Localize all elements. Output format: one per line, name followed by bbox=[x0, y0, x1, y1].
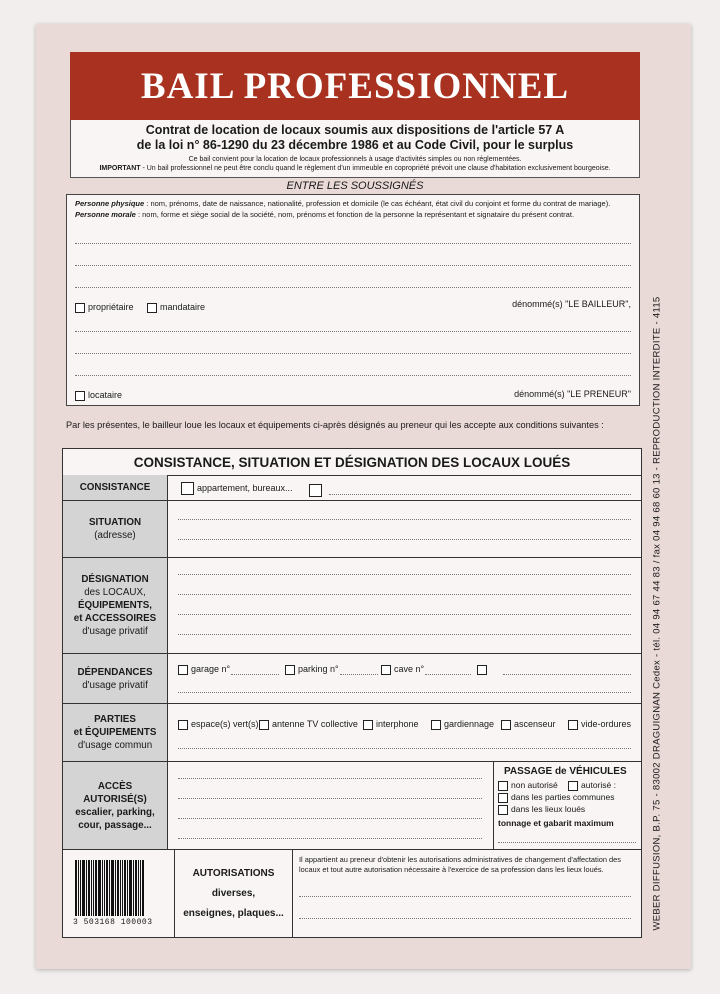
personne-morale-line bbox=[75, 210, 630, 220]
preneur-label: dénommé(s) "LE PRENEUR" bbox=[514, 389, 631, 399]
consistance-other-line[interactable] bbox=[329, 494, 631, 495]
physique-text: : nom, prénoms, date de naissance, nationalité, profession et domicile (le cas échéant, état civil du conjoint et forme du contrat de mariage). bbox=[144, 199, 611, 208]
locataire-label: locataire bbox=[88, 390, 123, 400]
acces-line-3[interactable] bbox=[178, 818, 482, 819]
cave-label: cave n° bbox=[394, 664, 425, 674]
parties-communes-option[interactable] bbox=[498, 792, 614, 803]
parking-checkbox[interactable] bbox=[285, 665, 295, 675]
acces-head-4: cour, passage... bbox=[78, 819, 152, 831]
cave-option[interactable] bbox=[381, 664, 424, 675]
passage-vehicules-panel bbox=[493, 762, 642, 849]
tonnage-line[interactable] bbox=[498, 842, 636, 843]
designation-head bbox=[63, 558, 168, 653]
acces-line-1[interactable] bbox=[178, 778, 482, 779]
consistance-head: CONSISTANCE bbox=[63, 475, 168, 500]
parties-box bbox=[66, 194, 640, 406]
parking-number-line[interactable] bbox=[340, 674, 378, 675]
note-2 bbox=[71, 164, 639, 173]
vide-ordures-option[interactable] bbox=[568, 719, 631, 730]
parties-line[interactable] bbox=[178, 748, 631, 749]
dependances-head-1: DÉPENDANCES bbox=[77, 666, 153, 678]
side-imprint-text: WEBER DIFFUSION, B.P. 75 - 83002 DRAGUIGNAN Cedex - tél. 04 94 67 44 83 / fax 04 94 68 60 13 - REPRODUCTION INTERDITE - 4115 bbox=[651, 296, 663, 931]
acces-head-1: ACCÈS bbox=[97, 780, 133, 792]
autorise-option[interactable] bbox=[568, 780, 616, 791]
note-2-label: IMPORTANT bbox=[99, 165, 141, 172]
antenne-option[interactable] bbox=[259, 719, 358, 730]
morale-text: : nom, forme et siège social de la société, nom, prénoms et fonction de la personne la représentant et signataire du présent contrat. bbox=[135, 210, 575, 219]
preneur-line-3[interactable] bbox=[75, 375, 631, 376]
parties-head-3: d'usage commun bbox=[77, 740, 153, 751]
designation-line-1[interactable] bbox=[178, 574, 631, 575]
proprietaire-label: propriétaire bbox=[88, 302, 134, 312]
espaces-verts-label: espace(s) vert(s) bbox=[191, 719, 259, 729]
physique-label: Personne physique bbox=[75, 199, 145, 208]
ascenseur-option[interactable] bbox=[501, 719, 556, 730]
parking-option[interactable] bbox=[285, 664, 339, 675]
autorisations-text: Il appartient au preneur d'obtenir les autorisations administratives de changement d'affectation des locaux et tout autre autorisation nécessaire à l'exercice de sa profession dans les lieux loués. bbox=[299, 855, 621, 874]
cave-number-line[interactable] bbox=[425, 674, 471, 675]
designation-line-4[interactable] bbox=[178, 634, 631, 635]
gardiennage-checkbox[interactable] bbox=[431, 720, 441, 730]
espaces-verts-checkbox[interactable] bbox=[178, 720, 188, 730]
ascenseur-checkbox[interactable] bbox=[501, 720, 511, 730]
dependances-line-2[interactable] bbox=[178, 692, 631, 693]
mandataire-option[interactable] bbox=[147, 302, 205, 313]
locataire-option[interactable] bbox=[75, 390, 122, 401]
autorisations-head bbox=[175, 850, 293, 938]
designation-head-5: d'usage privatif bbox=[82, 626, 148, 637]
designation-line-3[interactable] bbox=[178, 614, 631, 615]
acces-head-2: AUTORISÉ(S) bbox=[83, 793, 147, 805]
passage-title-b: VÉHICULES bbox=[569, 766, 627, 777]
garage-option[interactable] bbox=[178, 664, 230, 675]
section-title: CONSISTANCE, SITUATION ET DÉSIGNATION DES LOCAUX LOUÉS bbox=[63, 449, 641, 476]
non-autorise-option[interactable] bbox=[498, 780, 558, 791]
row-consistance bbox=[63, 475, 641, 501]
designation-head-1: DÉSIGNATION bbox=[81, 574, 149, 585]
preneur-line-1[interactable] bbox=[75, 331, 631, 332]
locataire-checkbox[interactable] bbox=[75, 391, 85, 401]
designation-line-2[interactable] bbox=[178, 594, 631, 595]
autorisations-head-1: AUTORISATIONS bbox=[192, 868, 275, 879]
dependances-other[interactable] bbox=[477, 664, 490, 675]
preneur-line-2[interactable] bbox=[75, 353, 631, 354]
situation-head-1: SITUATION bbox=[88, 517, 142, 528]
parties-head-1: PARTIES bbox=[94, 714, 136, 725]
bailleur-line-1[interactable] bbox=[75, 243, 631, 244]
lieux-loues-option[interactable] bbox=[498, 804, 585, 815]
row-designation bbox=[63, 558, 641, 654]
barcode-area bbox=[63, 850, 175, 938]
row-autorisations bbox=[63, 850, 641, 938]
garage-number-line[interactable] bbox=[231, 674, 279, 675]
parties-communes-label: dans les parties communes bbox=[511, 792, 615, 802]
barcode-number: 3 503168 100003 bbox=[73, 918, 153, 927]
row-dependances bbox=[63, 654, 641, 704]
consistance-option-label: appartement, bureaux... bbox=[197, 482, 293, 493]
side-imprint bbox=[650, 290, 664, 940]
consistance-other[interactable] bbox=[309, 482, 325, 500]
proprietaire-checkbox[interactable] bbox=[75, 303, 85, 313]
dependances-other-line[interactable] bbox=[503, 674, 631, 675]
acces-line-2[interactable] bbox=[178, 798, 482, 799]
autorisations-line-2[interactable] bbox=[299, 918, 631, 919]
cave-checkbox[interactable] bbox=[381, 665, 391, 675]
morale-label: Personne morale bbox=[75, 210, 136, 219]
lieux-loues-label: dans les lieux loués bbox=[511, 804, 586, 814]
non-autorise-label: non autorisé bbox=[511, 780, 558, 790]
antenne-label: antenne TV collective bbox=[272, 719, 358, 729]
bailleur-line-3[interactable] bbox=[75, 287, 631, 288]
row-acces bbox=[63, 762, 641, 850]
note-1: Ce bail convient pour la location de locaux professionnels à usage d'activités simples ou non réglementées. bbox=[188, 156, 522, 163]
situation-head-2: (adresse) bbox=[94, 530, 136, 541]
vide-ordures-label: vide-ordures bbox=[581, 719, 632, 729]
passage-title-a: PASSAGE de bbox=[504, 766, 570, 777]
non-autorise-checkbox[interactable] bbox=[498, 781, 508, 791]
antenne-checkbox[interactable] bbox=[259, 720, 269, 730]
row-parties-communes bbox=[63, 704, 641, 762]
interphone-option[interactable] bbox=[363, 719, 419, 730]
between-heading: ENTRE LES SOUSSIGNÉS bbox=[286, 180, 424, 192]
tonnage-label: tonnage et gabarit maximum bbox=[498, 818, 614, 828]
garage-checkbox[interactable] bbox=[178, 665, 188, 675]
situation-line-1[interactable] bbox=[178, 519, 631, 520]
autorisations-head-2: diverses, bbox=[211, 888, 256, 899]
subtitle-line-2: de la loi n° 86-1290 du 23 décembre 1986 et au Code Civil, pour le surplus bbox=[136, 138, 574, 152]
row-situation bbox=[63, 501, 641, 558]
bailleur-label: dénommé(s) "LE BAILLEUR", bbox=[512, 299, 631, 309]
parties-communes-checkbox[interactable] bbox=[498, 793, 508, 803]
mandataire-checkbox[interactable] bbox=[147, 303, 157, 313]
consistance-checkbox-1[interactable] bbox=[181, 482, 194, 495]
mandataire-label: mandataire bbox=[160, 302, 206, 312]
acces-head bbox=[63, 762, 168, 849]
interphone-label: interphone bbox=[376, 719, 419, 729]
autorise-checkbox[interactable] bbox=[568, 781, 578, 791]
bailleur-line-2[interactable] bbox=[75, 265, 631, 266]
form-title bbox=[70, 52, 640, 120]
lieux-loues-checkbox[interactable] bbox=[498, 805, 508, 815]
subtitle-line-1: Contrat de location de locaux soumis aux dispositions de l'article 57 A bbox=[145, 123, 565, 137]
designation-head-4: et ACCESSOIRES bbox=[73, 613, 157, 624]
note-2-text: - Un bail professionnel ne peut être conclu quand le règlement d'un immeuble en copropriété prévoit une clause d'habitation exclusivement bourgeoise. bbox=[140, 165, 611, 172]
header-subtitle-box bbox=[70, 120, 640, 178]
parties-head bbox=[63, 704, 168, 761]
designation-head-3: ÉQUIPEMENTS, bbox=[77, 600, 153, 611]
gardiennage-label: gardiennage bbox=[444, 719, 495, 729]
dependances-head-2: d'usage privatif bbox=[82, 679, 148, 691]
vide-ordures-checkbox[interactable] bbox=[568, 720, 578, 730]
interphone-checkbox[interactable] bbox=[363, 720, 373, 730]
garage-label: garage n° bbox=[191, 664, 231, 674]
gardiennage-option[interactable] bbox=[431, 719, 494, 730]
ascenseur-label: ascenseur bbox=[514, 719, 556, 729]
dependances-other-checkbox[interactable] bbox=[477, 665, 487, 675]
proprietaire-option[interactable] bbox=[75, 302, 134, 313]
consistance-option[interactable] bbox=[181, 482, 293, 495]
situation-head bbox=[63, 501, 168, 557]
dependances-head bbox=[63, 654, 168, 703]
acces-head-3: escalier, parking, bbox=[75, 806, 155, 818]
espaces-verts-option[interactable] bbox=[178, 719, 259, 730]
passage-title bbox=[504, 766, 627, 777]
parking-label: parking n° bbox=[298, 664, 339, 674]
consistance-checkbox-2[interactable] bbox=[309, 484, 322, 497]
autorisations-head-3: enseignes, plaques... bbox=[183, 908, 284, 919]
personne-physique-line bbox=[75, 199, 630, 209]
autorisations-line-1[interactable] bbox=[299, 896, 631, 897]
intro-text: Par les présentes, le bailleur loue les locaux et équipements ci-après désignés au preneur qui les accepte aux conditions suivantes : bbox=[66, 420, 604, 430]
designation-head-2: des LOCAUX, bbox=[84, 587, 146, 598]
autorise-label: autorisé : bbox=[581, 780, 616, 790]
barcode-image bbox=[75, 860, 159, 916]
acces-line-4[interactable] bbox=[178, 838, 482, 839]
locaux-table bbox=[62, 448, 642, 938]
title-text: BAIL PROFESSIONNEL bbox=[140, 65, 570, 107]
situation-line-2[interactable] bbox=[178, 539, 631, 540]
parties-head-2: et ÉQUIPEMENTS bbox=[73, 727, 157, 738]
